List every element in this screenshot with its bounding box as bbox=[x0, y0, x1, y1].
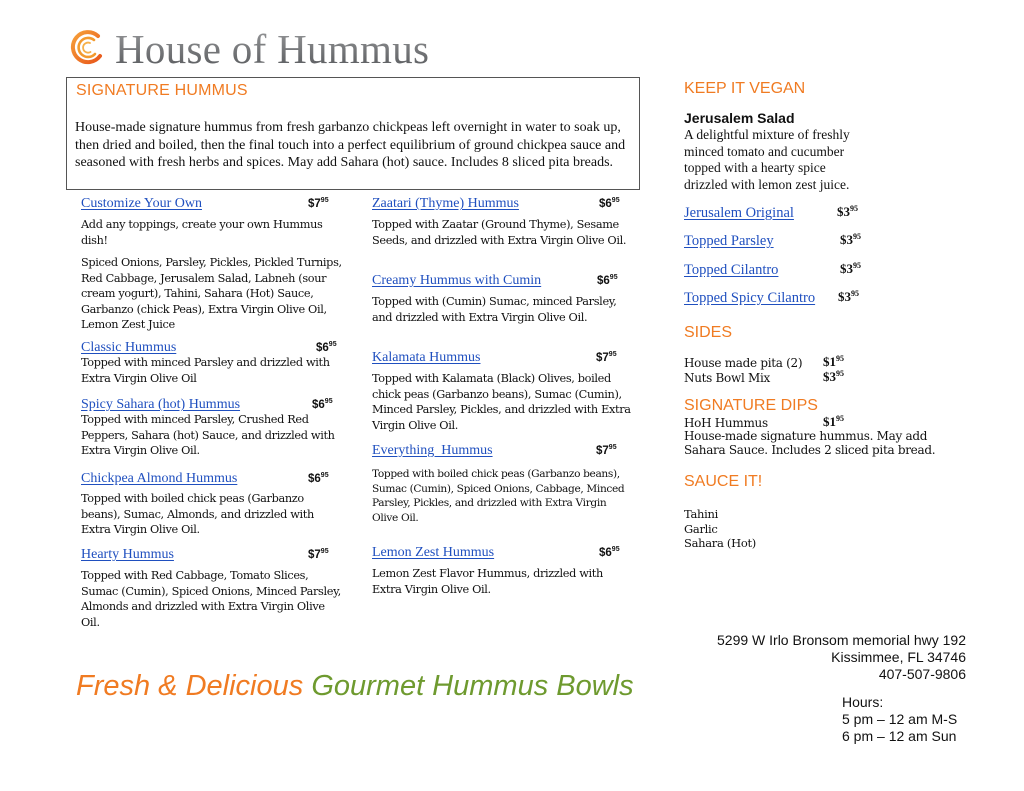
side-item-price: $\$1^{95}$ bbox=[823, 354, 844, 369]
tagline-part1: Fresh & Delicious bbox=[76, 670, 304, 702]
jerusalem-salad-title: Jerusalem Salad bbox=[684, 110, 795, 126]
menu-item-description: Topped with boiled chick peas (Garbanzo beans), Sumac (Cumin), Spiced Onions, Cabbage, Minced Parsley, Pickles, and drizzled with Extra Virgin Olive Oil. bbox=[372, 468, 625, 524]
menu-item-price: $\$7^{95}$ bbox=[308, 548, 329, 561]
tagline-part2: Gourmet Hummus Bowls bbox=[311, 670, 634, 702]
sauce-item-garlic: Garlic bbox=[684, 522, 718, 536]
contact-block bbox=[717, 632, 966, 683]
sauce-heading: SAUCE IT! bbox=[684, 473, 763, 490]
menu-item-description: Topped with minced Parsley and drizzled with Extra Virgin Olive Oil bbox=[81, 356, 330, 385]
vegan-item-price: $\$3^{95}$ bbox=[840, 232, 861, 247]
menu-item-link[interactable]: Zaatari (Thyme) Hummus bbox=[372, 196, 519, 211]
signature-hummus-heading: SIGNATURE HUMMUS bbox=[76, 82, 248, 99]
side-item-name: House made pita (2) bbox=[684, 356, 803, 370]
menu-item-link[interactable]: Creamy Hummus with Cumin bbox=[372, 273, 542, 288]
vegan-item-jerusalem-original bbox=[684, 204, 858, 222]
address-line: 5299 W Irlo Bronsom memorial hwy 192 bbox=[717, 632, 966, 648]
menu-item-price: $\$6^{95}$ bbox=[599, 546, 620, 559]
side-item-nuts bbox=[684, 369, 844, 387]
vegan-item-price: $\$3^{95}$ bbox=[837, 204, 858, 219]
city-line: Kissimmee, FL 34746 bbox=[831, 649, 966, 665]
menu-item-link[interactable]: Customize Your Own bbox=[81, 196, 202, 211]
menu-item-link[interactable]: Chickpea Almond Hummus bbox=[81, 471, 238, 486]
jerusalem-salad-description: A delightful mixture of freshly minced tomato and cucumber topped with a hearty spice drizzled with lemon zest juice. bbox=[684, 127, 850, 192]
sides-heading: SIDES bbox=[684, 324, 733, 341]
menu-item-description: Lemon Zest Flavor Hummus, drizzled with Extra Virgin Olive Oil. bbox=[372, 567, 603, 596]
hours-weekday: 5 pm – 12 am M-S bbox=[842, 711, 958, 727]
vegan-item-topped-spicy-cilantro bbox=[684, 289, 859, 307]
menu-item-description: Topped with Kalamata (Black) Olives, boiled chick peas (Garbanzo beans), Sumac (Cumin), Minced Parsley, Pickles, and drizzled with Extra Virgin Olive Oil. bbox=[372, 372, 631, 432]
phone-number: 407-507-9806 bbox=[878, 666, 966, 682]
menu-item-price: $\$7^{95}$ bbox=[596, 351, 617, 364]
dip-description-line2: Sahara Sauce. Includes 2 sliced pita bread. bbox=[684, 443, 936, 457]
sauce-item-sahara: Sahara (Hot) bbox=[684, 536, 756, 550]
dip-description-line1: House-made signature hummus. May add bbox=[684, 429, 928, 443]
menu-item-description: Topped with minced Parsley, Crushed Red Peppers, Sahara (hot) Sauce, and drizzled with Extra Virgin Olive Oil. bbox=[81, 413, 335, 457]
hours-block bbox=[842, 694, 957, 745]
hours-sunday: 6 pm – 12 am Sun bbox=[842, 728, 957, 744]
vegan-item-topped-cilantro bbox=[684, 261, 861, 279]
menu-item-description: Topped with Zaatar (Ground Thyme), Sesame Seeds, and drizzled with Extra Virgin Olive Oil. bbox=[372, 218, 627, 247]
side-item-price: $\$3^{95}$ bbox=[823, 369, 844, 384]
dip-item-name: HoH Hummus bbox=[684, 416, 768, 430]
menu-item-description: Topped with Red Cabbage, Tomato Slices, Sumac (Cumin), Spiced Onions, Minced Parsley, Almonds and drizzled with Extra Virgin Olive Oil. bbox=[81, 569, 341, 629]
menu-item-price: $\$7^{95}$ bbox=[308, 197, 329, 210]
menu-item-link[interactable]: Everything Hummus bbox=[372, 443, 493, 458]
menu-item-description: Topped with boiled chick peas (Garbanzo beans), Sumac, Almonds, and drizzled with Extra Virgin Olive Oil. bbox=[81, 492, 314, 536]
vegan-item-link[interactable]: Jerusalem Original bbox=[684, 205, 794, 221]
menu-item-link[interactable]: Spicy Sahara (hot) Hummus bbox=[81, 397, 241, 412]
menu-item-description: Topped with (Cumin) Sumac, minced Parsley, and drizzled with Extra Virgin Olive Oil. bbox=[372, 295, 617, 324]
menu-item-price: $\$6^{95}$ bbox=[599, 197, 620, 210]
sauce-item-tahini: Tahini bbox=[684, 507, 719, 521]
signature-hummus-box bbox=[66, 77, 640, 190]
vegan-item-link[interactable]: Topped Cilantro bbox=[684, 262, 779, 278]
vegan-heading: KEEP IT VEGAN bbox=[684, 80, 806, 97]
menu-item-description: Add any toppings, create your own Hummus dish! bbox=[81, 218, 323, 247]
menu-item-price: $\$6^{95}$ bbox=[316, 341, 337, 354]
side-item-name: Nuts Bowl Mix bbox=[684, 371, 770, 385]
restaurant-title: House of Hummus bbox=[115, 26, 430, 72]
menu-item-price: $\$6^{95}$ bbox=[308, 472, 329, 485]
menu-item-link[interactable]: Classic Hummus bbox=[81, 340, 177, 355]
menu-item-price: $\$6^{95}$ bbox=[312, 398, 333, 411]
menu-item-toppings: Spiced Onions, Parsley, Pickles, Pickled Turnips, Red Cabbage, Jerusalem Salad, Labneh (sour cream yogurt), Tahini, Sahara (Hot) Sauce, Garbanzo (chick Peas), Extra Virgin Olive Oil, Lemon Zest Juice bbox=[81, 256, 342, 331]
menu-item-link[interactable]: Kalamata Hummus bbox=[372, 350, 481, 365]
menu-item-price: $\$6^{95}$ bbox=[597, 274, 618, 287]
dip-item-price: $\$1^{95}$ bbox=[823, 414, 844, 429]
menu-item-link[interactable]: Hearty Hummus bbox=[81, 547, 174, 562]
vegan-item-price: $\$3^{95}$ bbox=[838, 289, 859, 304]
vegan-item-link[interactable]: Topped Parsley bbox=[684, 233, 774, 249]
signature-hummus-description: House-made signature hummus from fresh garbanzo chickpeas left overnight in water to soak up, then dried and boiled, then the final touch into a perfect equilibrium of ground chickpea sauce and seasoned with fresh herbs and spices. May add Sahara (hot) sauce. Includes 8 sliced pita breads. bbox=[75, 120, 626, 170]
vegan-item-topped-parsley bbox=[684, 232, 861, 250]
tagline bbox=[76, 670, 634, 703]
menu-item-price: $\$7^{95}$ bbox=[596, 444, 617, 457]
vegan-item-link[interactable]: Topped Spicy Cilantro bbox=[684, 290, 816, 306]
signature-dips-heading: SIGNATURE DIPS bbox=[684, 397, 818, 414]
menu-item-link[interactable]: Lemon Zest Hummus bbox=[372, 545, 495, 560]
hours-label: Hours: bbox=[842, 694, 884, 710]
swirl-logo-icon bbox=[68, 30, 104, 66]
vegan-item-price: $\$3^{95}$ bbox=[840, 261, 861, 276]
